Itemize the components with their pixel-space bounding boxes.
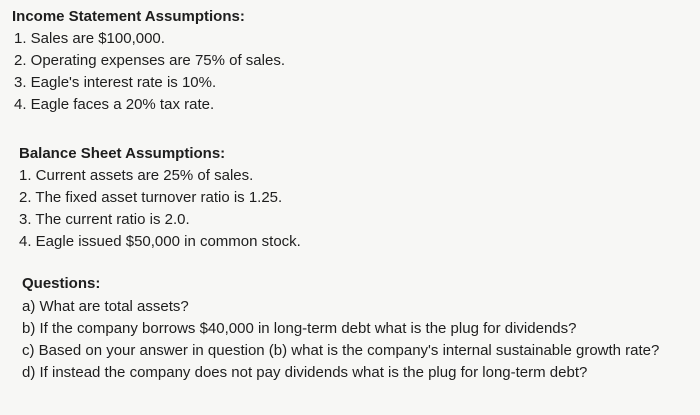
- balance-item: 1. Current assets are 25% of sales.: [19, 167, 254, 184]
- questions-heading: Questions:: [22, 275, 101, 292]
- question-item: d) If instead the company does not pay dividends what is the plug for long-term debt?: [22, 364, 588, 381]
- balance-item: 3. The current ratio is 2.0.: [19, 211, 190, 228]
- income-statement-heading: Income Statement Assumptions:: [12, 8, 245, 25]
- income-item: 1. Sales are $100,000.: [14, 30, 165, 47]
- balance-sheet-heading: Balance Sheet Assumptions:: [19, 145, 226, 162]
- income-item: 2. Operating expenses are 75% of sales.: [14, 52, 285, 69]
- balance-sheet-section: [19, 143, 301, 253]
- balance-item: 4. Eagle issued $50,000 in common stock.: [19, 233, 301, 250]
- balance-item: 2. The fixed asset turnover ratio is 1.25.: [19, 189, 283, 206]
- income-statement-section: [12, 6, 285, 116]
- questions-section: [22, 273, 659, 384]
- question-item: c) Based on your answer in question (b) what is the company's internal sustainable growth rate?: [22, 342, 660, 359]
- income-item: 4. Eagle faces a 20% tax rate.: [14, 96, 215, 113]
- question-item: a) What are total assets?: [22, 298, 189, 315]
- question-item: b) If the company borrows $40,000 in long-term debt what is the plug for dividends?: [22, 320, 577, 337]
- income-item: 3. Eagle's interest rate is 10%.: [14, 74, 217, 91]
